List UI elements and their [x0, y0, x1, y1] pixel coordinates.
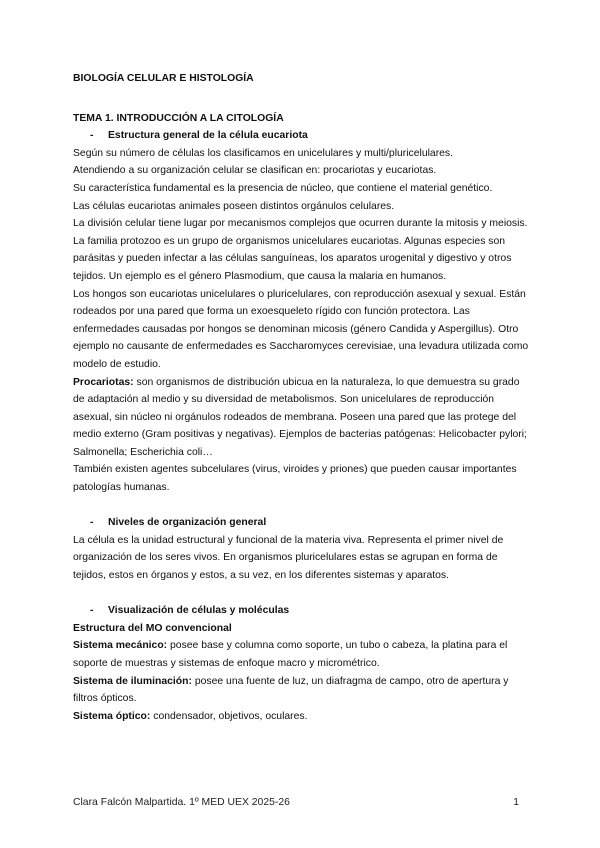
paragraph: La célula es la unidad estructural y funcional de la materia viva. Representa el primer nivel de organización de los seres vivos. En organismos pluricelulares estas se agrupan en forma de tejidos, estos en órganos y estos, a su vez, en los diferentes sistemas y aparatos.: [73, 534, 504, 582]
paragraph-procariotas: [73, 374, 531, 462]
document-title: BIOLOGÍA CELULAR E HISTOLOGÍA: [73, 73, 254, 84]
mo-item: [73, 637, 531, 672]
paragraph: Los hongos son eucariotas unicelulares o pluricelulares, con reproducción asexual y sexual. Están rodeados por una pared que forma un exoesqueleto rígido con función protectora. Las enfermedades causadas por hongos se denominan micosis (género Candida y Aspergillus). Otro ejemplo no causante de enfermedades es Saccharomyces cerevisiae, una levadura utilizada como modelo de estudio.: [73, 288, 529, 370]
paragraph: Según su número de células los clasificamos en unicelulares y multi/pluricelulares.: [73, 147, 454, 159]
mo-item-label: Sistema mecánico:: [73, 640, 168, 652]
bullet-dash: -: [90, 517, 94, 529]
subsection-heading-visualizacion: [73, 602, 531, 620]
paragraph: Su característica fundamental es la presencia de núcleo, que contiene el material genético.: [73, 182, 493, 194]
subsection-heading-eucariota: [73, 127, 531, 145]
paragraph: Las células eucariotas animales poseen distintos orgánulos celulares.: [73, 200, 395, 212]
mo-item: [73, 673, 531, 708]
subsection-label: Niveles de organización general: [108, 517, 267, 529]
paragraph: La familia protozoo es un grupo de organismos unicelulares eucariotas. Algunas especies son parásitas y pueden infectar a las células sanguíneas, los aparatos urogenital y digestivo y otros tejidos. Un ejemplo es el género Plasmodium, que causa la malaria en humanos.: [73, 235, 512, 282]
mo-item-text: condensador, objetivos, oculares.: [150, 710, 308, 722]
bullet-dash: -: [90, 605, 94, 617]
page-content: [73, 70, 531, 725]
subsection-label: Estructura general de la célula eucariota: [108, 130, 308, 142]
mo-item-label: Sistema óptico:: [73, 710, 151, 722]
mo-item: [73, 708, 531, 726]
subsection-heading-niveles: [73, 514, 531, 532]
procariotas-text: son organismos de distribución ubicua en la naturaleza, lo que demuestra su grado de adaptación al medio y su diversidad de metabolismos. Son unicelulares de reproducción asexual, sin núcleo ni orgánulos rodeados de membrana. Poseen una pared que las protege del medio externo (Gram positivas y negativas). Ejemplos de bacterias patógenas: Helicobacter pylori; Salmonella; Escherichia coli…: [73, 376, 527, 458]
bullet-dash: -: [90, 130, 94, 142]
section-title: TEMA 1. INTRODUCCIÓN A LA CITOLOGÍA: [73, 112, 284, 124]
procariotas-label: Procariotas:: [73, 376, 134, 388]
page-footer: [73, 794, 519, 812]
mo-item-text: posee una fuente de luz, un diafragma de campo, otro de apertura y filtros ópticos.: [73, 675, 509, 705]
paragraph: Atendiendo a su organización celular se clasifican en: procariotas y eucariotas.: [73, 165, 437, 177]
mo-heading: Estructura del MO convencional: [73, 622, 232, 634]
subsection-label: Visualización de células y moléculas: [108, 605, 290, 617]
footer-author: Clara Falcón Malpartida. 1º MED UEX 2025-26: [73, 797, 290, 808]
paragraph: También existen agentes subcelulares (virus, viroides y priones) que pueden causar importantes patologías humanas.: [73, 464, 517, 494]
mo-item-text: posee base y columna como soporte, un tubo o cabeza, la platina para el soporte de muestras y sistemas de enfoque macro y micrométrico.: [73, 640, 508, 669]
paragraph: La división celular tiene lugar por mecanismos complejos que ocurren durante la mitosis y meiosis.: [73, 218, 528, 230]
page-number: 1: [513, 797, 519, 808]
mo-item-label: Sistema de iluminación:: [73, 675, 192, 687]
